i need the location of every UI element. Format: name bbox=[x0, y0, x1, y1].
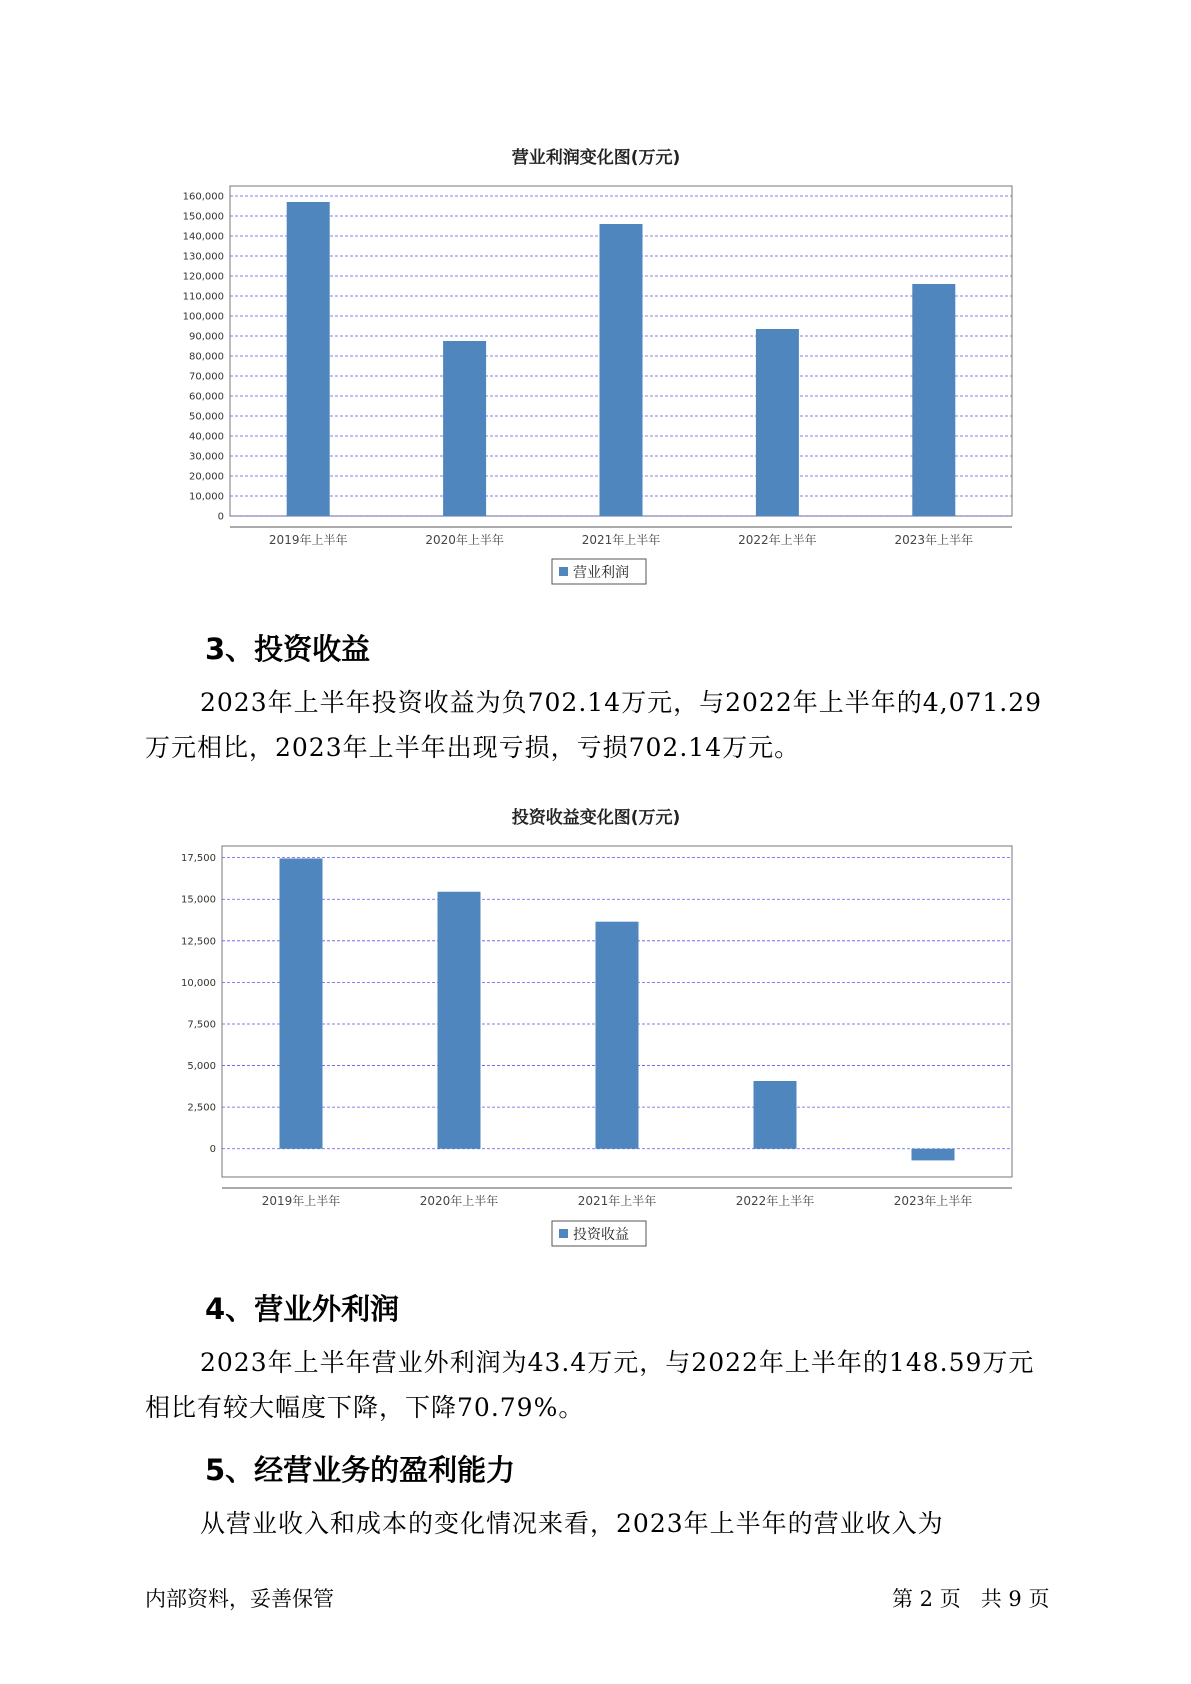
section-4-line-2: 相比有较大幅度下降，下降70.79%。 bbox=[145, 1393, 585, 1422]
y-tick-label: 10,000 bbox=[181, 977, 216, 989]
y-tick-label: 10,000 bbox=[189, 491, 224, 503]
section-4-paragraph bbox=[145, 1340, 1045, 1430]
y-tick-label: 0 bbox=[217, 511, 224, 523]
bar bbox=[280, 858, 323, 1148]
x-tick-label: 2023年上半年 bbox=[894, 533, 974, 547]
y-tick-label: 20,000 bbox=[189, 471, 224, 483]
x-tick-label: 2021年上半年 bbox=[581, 533, 661, 547]
y-tick-label: 60,000 bbox=[189, 391, 224, 403]
section-5-line-1: 从营业收入和成本的变化情况来看，2023年上半年的营业收入为 bbox=[200, 1509, 944, 1538]
legend-label: 投资收益 bbox=[573, 1227, 629, 1243]
y-tick-label: 15,000 bbox=[181, 894, 216, 906]
x-tick-label: 2019年上半年 bbox=[261, 1194, 341, 1208]
x-tick-label: 2022年上半年 bbox=[735, 1194, 815, 1208]
y-tick-label: 120,000 bbox=[182, 271, 224, 283]
y-tick-label: 90,000 bbox=[189, 331, 224, 343]
section-3-line-1: 2023年上半年投资收益为负702.14万元，与2022年上半年的4,071.29 bbox=[200, 688, 1043, 717]
y-tick-label: 140,000 bbox=[182, 231, 224, 243]
x-tick-label: 2020年上半年 bbox=[419, 1194, 499, 1208]
y-tick-label: 2,500 bbox=[187, 1102, 216, 1114]
footer-note: 内部资料，妥善保管 bbox=[145, 1587, 334, 1611]
section-4-heading: 4、营业外利润 bbox=[205, 1292, 400, 1326]
section-5-heading: 5、经营业务的盈利能力 bbox=[205, 1453, 516, 1487]
y-tick-label: 160,000 bbox=[182, 191, 224, 203]
x-tick-label: 2020年上半年 bbox=[425, 533, 504, 547]
y-tick-label: 30,000 bbox=[189, 451, 224, 463]
x-tick-label: 2023年上半年 bbox=[893, 1194, 973, 1208]
bar bbox=[754, 1081, 797, 1149]
bar bbox=[596, 922, 639, 1149]
y-tick-label: 100,000 bbox=[182, 311, 224, 323]
y-tick-label: 110,000 bbox=[182, 291, 224, 303]
chart-title: 投资收益变化图(万元) bbox=[511, 808, 681, 828]
chart-title: 营业利润变化图(万元) bbox=[511, 148, 681, 168]
section-3-line-2: 万元相比，2023年上半年出现亏损，亏损702.14万元。 bbox=[145, 733, 801, 762]
x-tick-label: 2021年上半年 bbox=[577, 1194, 657, 1208]
y-tick-label: 40,000 bbox=[189, 431, 224, 443]
y-tick-label: 70,000 bbox=[189, 371, 224, 383]
bar bbox=[912, 1149, 955, 1161]
page-number: 第 2 页 共 9 页 bbox=[892, 1587, 1050, 1611]
y-tick-label: 5,000 bbox=[187, 1061, 216, 1073]
section-4-line-1: 2023年上半年营业外利润为43.4万元，与2022年上半年的148.59万元 bbox=[200, 1348, 1035, 1377]
section-3-paragraph bbox=[145, 680, 1045, 770]
section-5-paragraph bbox=[145, 1501, 1045, 1546]
x-tick-label: 2022年上半年 bbox=[738, 533, 817, 547]
y-tick-label: 12,500 bbox=[181, 936, 216, 948]
y-tick-label: 50,000 bbox=[189, 411, 224, 423]
legend-swatch bbox=[559, 1229, 568, 1238]
section-3-heading: 3、投资收益 bbox=[205, 632, 371, 666]
y-tick-label: 0 bbox=[209, 1144, 216, 1156]
legend-label: 营业利润 bbox=[573, 565, 629, 581]
y-tick-label: 130,000 bbox=[182, 251, 224, 263]
bar bbox=[438, 892, 481, 1149]
y-tick-label: 80,000 bbox=[189, 351, 224, 363]
y-tick-label: 150,000 bbox=[182, 211, 224, 223]
x-tick-label: 2019年上半年 bbox=[268, 533, 348, 547]
y-tick-label: 17,500 bbox=[181, 853, 216, 865]
y-tick-label: 7,500 bbox=[187, 1019, 216, 1031]
